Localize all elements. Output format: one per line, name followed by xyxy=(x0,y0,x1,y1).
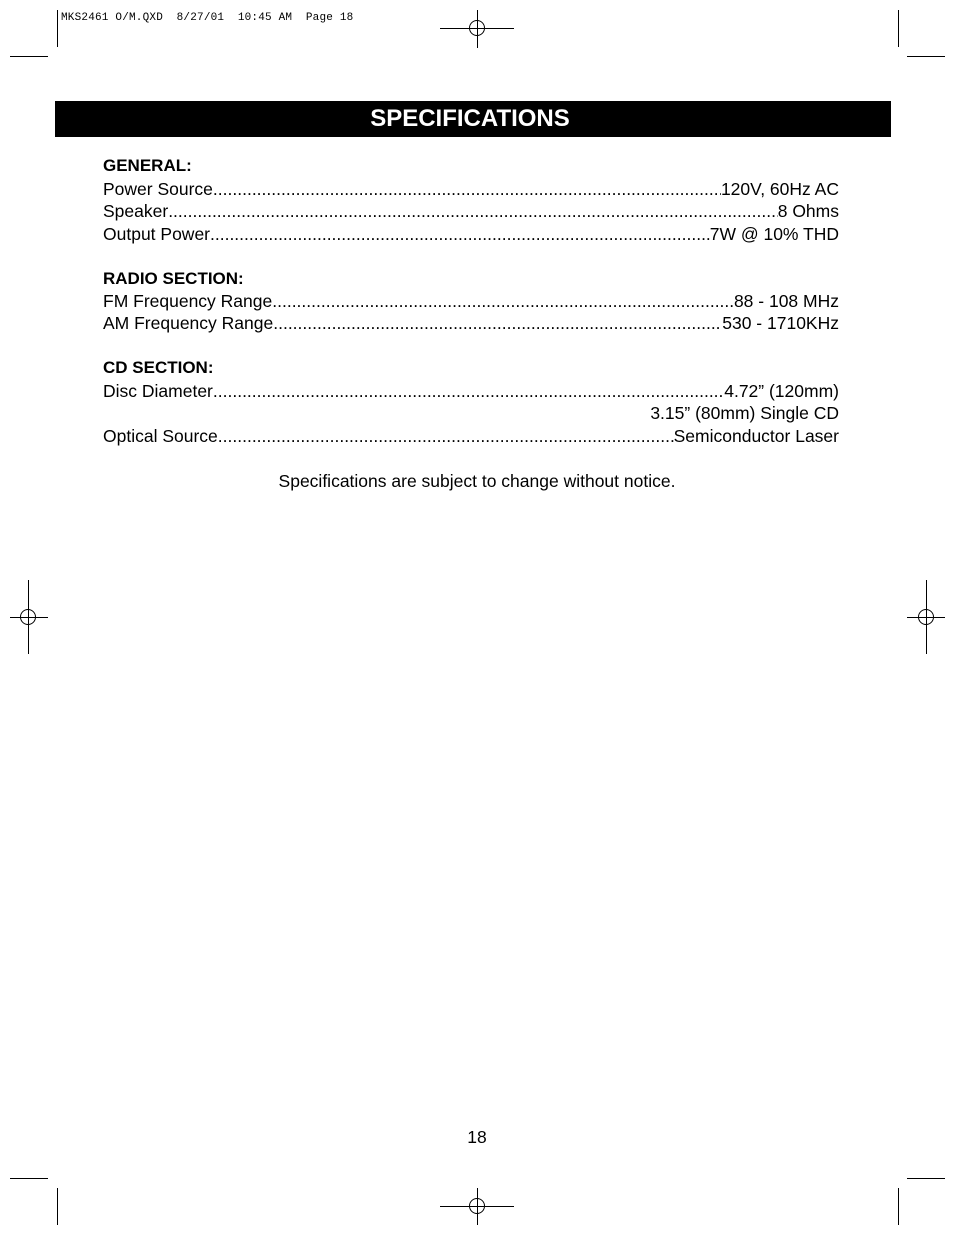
dot-leader xyxy=(273,313,722,334)
crop-mark xyxy=(10,1178,48,1179)
spec-label: Disc Diameter xyxy=(103,381,213,401)
spec-value: Semiconductor Laser xyxy=(673,426,839,446)
spec-row-am-range xyxy=(103,313,839,335)
section-heading-radio: RADIO SECTION: xyxy=(103,269,244,288)
crop-mark xyxy=(907,56,945,57)
dot-leader xyxy=(272,291,734,312)
dot-leader xyxy=(213,381,724,402)
crop-mark xyxy=(898,10,899,47)
spec-value-continuation: 3.15” (80mm) Single CD xyxy=(650,403,839,423)
section-heading-general: GENERAL: xyxy=(103,156,192,175)
spec-value: 530 - 1710KHz xyxy=(722,313,839,333)
spec-label: FM Frequency Range xyxy=(103,291,273,311)
change-notice: Specifications are subject to change without notice. xyxy=(278,471,676,491)
dot-leader xyxy=(213,179,721,200)
crop-mark xyxy=(10,56,48,57)
spec-label: Power Source xyxy=(103,179,213,199)
dot-leader xyxy=(210,224,710,245)
spec-row-disc-diameter xyxy=(103,381,839,403)
spec-label: Output Power xyxy=(103,224,210,244)
spec-row-fm-range xyxy=(103,291,839,313)
spec-value: 4.72” (120mm) xyxy=(724,381,839,401)
spec-row-optical-source xyxy=(103,426,839,448)
page-title-bar xyxy=(55,101,891,137)
spec-row-power-source xyxy=(103,179,839,201)
page-title: SPECIFICATIONS xyxy=(370,105,570,132)
page-number: 18 xyxy=(467,1127,487,1147)
spec-label: Speaker xyxy=(103,201,169,221)
dot-leader xyxy=(218,426,674,447)
printer-slug: MKS2461 O/M.QXD 8/27/01 10:45 AM Page 18 xyxy=(61,12,354,24)
section-heading-cd: CD SECTION: xyxy=(103,358,214,377)
spec-value: 8 Ohms xyxy=(777,201,839,221)
spec-value: 7W @ 10% THD xyxy=(709,224,839,244)
spec-label: Optical Source xyxy=(103,426,218,446)
spec-row-speaker xyxy=(103,201,839,223)
dot-leader xyxy=(168,201,778,222)
spec-label: AM Frequency Range xyxy=(103,313,274,333)
spec-row-output-power xyxy=(103,224,839,246)
spec-value: 88 - 108 MHz xyxy=(733,291,839,311)
crop-mark xyxy=(57,1188,58,1225)
crop-mark xyxy=(907,1178,945,1179)
crop-mark xyxy=(898,1188,899,1225)
crop-mark xyxy=(57,10,58,47)
spec-value: 120V, 60Hz AC xyxy=(720,179,839,199)
